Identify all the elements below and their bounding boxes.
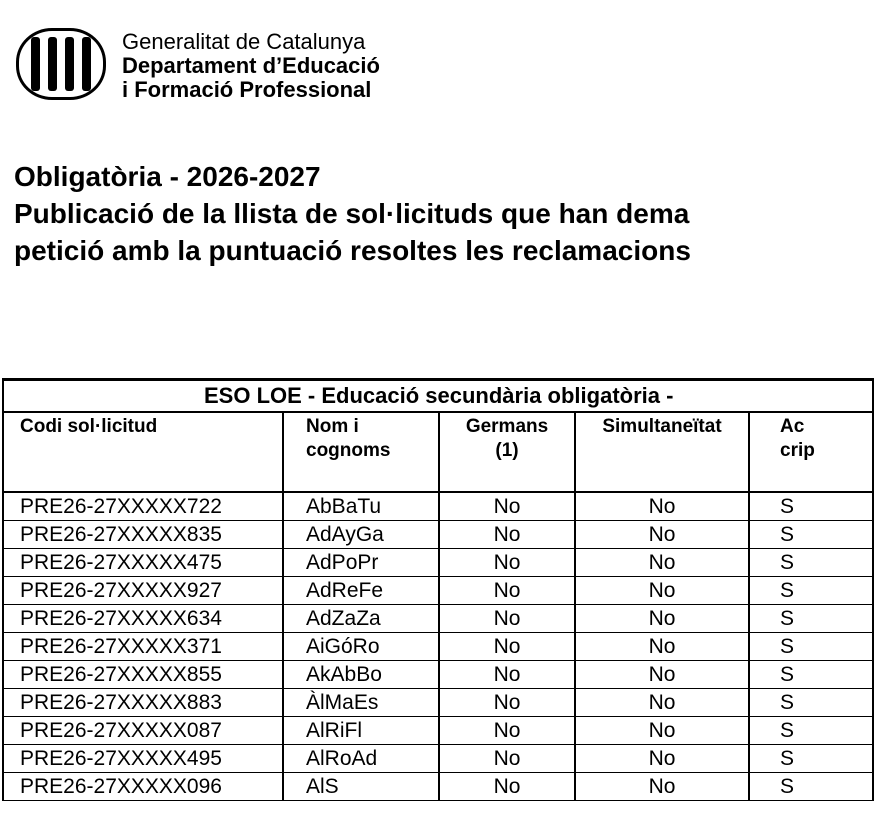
- title-line-1: Obligatòria - 2026-2027: [14, 161, 321, 192]
- cell-siblings: No: [439, 577, 575, 605]
- cell-name: AdPoPr: [283, 549, 439, 577]
- cell-siblings: No: [439, 492, 575, 521]
- cell-simultaneity: No: [575, 745, 749, 773]
- column-header-siblings-line1: Germans: [465, 416, 549, 437]
- cell-cut: S: [749, 549, 873, 577]
- table-section-title: ESO LOE - Educació secundària obligatòria -: [3, 380, 873, 413]
- cell-simultaneity: No: [575, 633, 749, 661]
- column-header-siblings-line2: (1): [495, 440, 519, 461]
- table-row: [3, 717, 873, 745]
- cell-simultaneity: No: [575, 717, 749, 745]
- cell-code: PRE26-27XXXXX475: [3, 549, 283, 577]
- column-header-cut: [749, 412, 873, 492]
- cell-cut: S: [749, 689, 873, 717]
- cell-name: AlRiFl: [283, 717, 439, 745]
- applications-table-container: [2, 378, 822, 818]
- table-row: [3, 605, 873, 633]
- cell-name: AdReFe: [283, 577, 439, 605]
- generalitat-logo-icon: [16, 28, 106, 100]
- cell-name: AbBaTu: [283, 492, 439, 521]
- column-header-simultaneity: Simultaneïtat: [575, 412, 749, 492]
- cell-cut: S: [749, 577, 873, 605]
- cell-simultaneity: No: [575, 577, 749, 605]
- cell-cut: S: [749, 717, 873, 745]
- cell-siblings: No: [439, 689, 575, 717]
- cell-name: AkAbBo: [283, 661, 439, 689]
- cell-cut: S: [749, 773, 873, 801]
- cell-name: AdAyGa: [283, 521, 439, 549]
- applications-table: [2, 378, 874, 801]
- cell-code: PRE26-27XXXXX883: [3, 689, 283, 717]
- column-header-name-line1: Nom i: [306, 416, 359, 437]
- cell-siblings: No: [439, 745, 575, 773]
- cell-siblings: No: [439, 549, 575, 577]
- cell-cut: S: [749, 745, 873, 773]
- org-line-1: Generalitat de Catalunya: [122, 29, 366, 54]
- table-row: [3, 633, 873, 661]
- column-header-code: Codi sol·licitud: [3, 412, 283, 492]
- cell-simultaneity: No: [575, 605, 749, 633]
- document-titles: [14, 158, 814, 269]
- cell-siblings: No: [439, 773, 575, 801]
- cell-simultaneity: No: [575, 549, 749, 577]
- table-row: [3, 745, 873, 773]
- cell-cut: S: [749, 661, 873, 689]
- column-header-cut-line1: Ac: [780, 416, 805, 437]
- cell-simultaneity: No: [575, 773, 749, 801]
- cell-cut: S: [749, 633, 873, 661]
- org-line-2: Departament d’Educació: [122, 53, 380, 78]
- cell-code: PRE26-27XXXXX927: [3, 577, 283, 605]
- cell-name: AlS: [283, 773, 439, 801]
- cell-code: PRE26-27XXXXX722: [3, 492, 283, 521]
- cell-code: PRE26-27XXXXX495: [3, 745, 283, 773]
- column-header-name-line2: cognoms: [306, 440, 391, 461]
- cell-cut: S: [749, 605, 873, 633]
- cell-code: PRE26-27XXXXX087: [3, 717, 283, 745]
- cell-code: PRE26-27XXXXX096: [3, 773, 283, 801]
- page-header: [16, 28, 800, 108]
- cell-code: PRE26-27XXXXX371: [3, 633, 283, 661]
- cell-siblings: No: [439, 633, 575, 661]
- table-row: [3, 549, 873, 577]
- table-row: [3, 689, 873, 717]
- cell-simultaneity: No: [575, 492, 749, 521]
- organization-name: [122, 30, 380, 102]
- cell-cut: S: [749, 521, 873, 549]
- cell-siblings: No: [439, 521, 575, 549]
- cell-code: PRE26-27XXXXX634: [3, 605, 283, 633]
- table-row: [3, 521, 873, 549]
- cell-name: AiGóRo: [283, 633, 439, 661]
- title-line-2: Publicació de la llista de sol·licituds que han dema: [14, 198, 690, 229]
- cell-siblings: No: [439, 717, 575, 745]
- cell-simultaneity: No: [575, 661, 749, 689]
- cell-siblings: No: [439, 661, 575, 689]
- table-row: [3, 773, 873, 801]
- cell-code: PRE26-27XXXXX855: [3, 661, 283, 689]
- table-row: [3, 661, 873, 689]
- cell-cut: S: [749, 492, 873, 521]
- table-body: [3, 492, 873, 801]
- cell-simultaneity: No: [575, 689, 749, 717]
- cell-name: AlRoAd: [283, 745, 439, 773]
- table-row: [3, 492, 873, 521]
- title-line-3: petició amb la puntuació resoltes les reclamacions: [14, 235, 691, 266]
- cell-siblings: No: [439, 605, 575, 633]
- column-header-name: [283, 412, 439, 492]
- cell-simultaneity: No: [575, 521, 749, 549]
- cell-name: ÀlMaEs: [283, 689, 439, 717]
- column-header-siblings: [439, 412, 575, 492]
- cell-name: AdZaZa: [283, 605, 439, 633]
- org-line-3: i Formació Professional: [122, 77, 372, 102]
- cell-code: PRE26-27XXXXX835: [3, 521, 283, 549]
- column-header-cut-line2: crip: [780, 440, 815, 461]
- table-row: [3, 577, 873, 605]
